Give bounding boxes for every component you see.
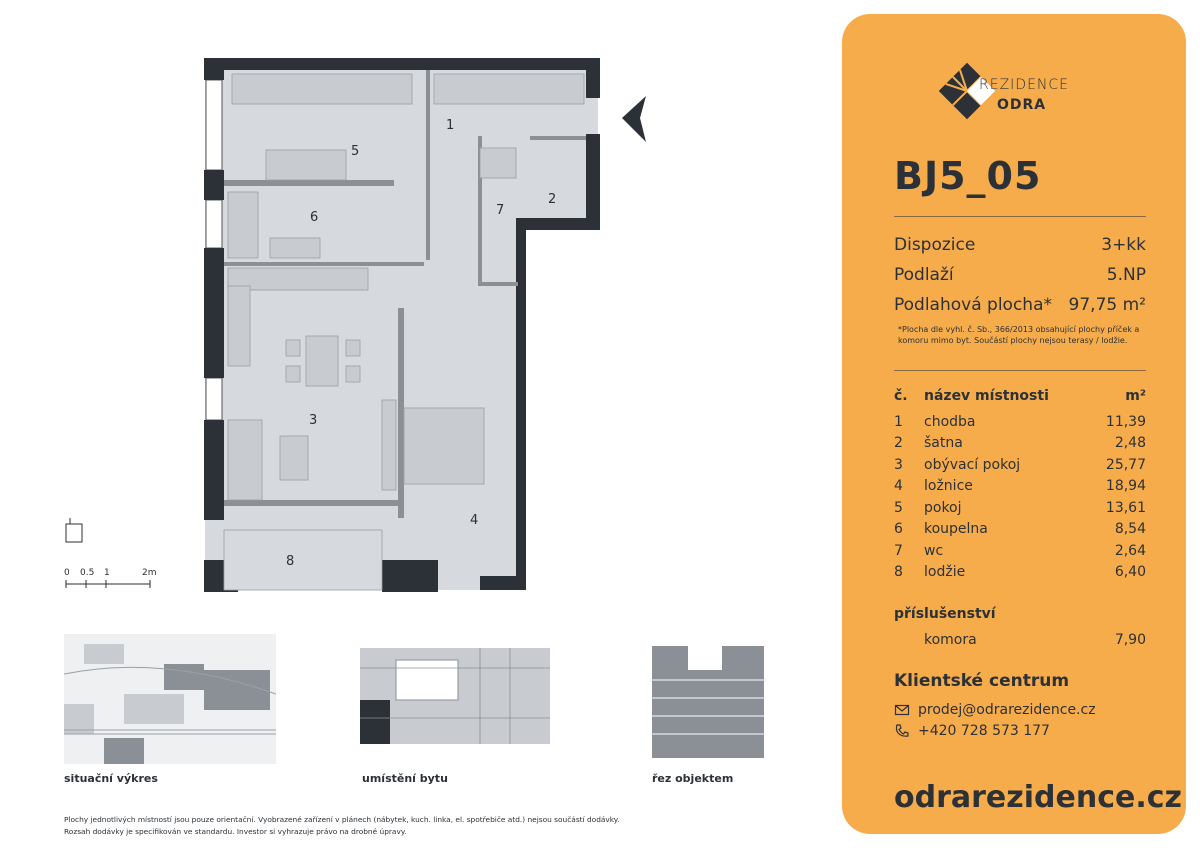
table-row	[894, 521, 1146, 539]
col-num: č.	[894, 388, 908, 404]
spec-plocha	[894, 295, 1146, 317]
room-name: koupelna	[924, 521, 988, 537]
site-plan-caption: situační výkres	[64, 772, 158, 785]
section-thumbnail	[652, 646, 764, 758]
room-label-1: 1	[446, 118, 455, 133]
phone-icon	[894, 723, 910, 739]
room-name: chodba	[924, 414, 976, 430]
unit-location-caption: umístění bytu	[362, 772, 448, 785]
room-num: 8	[894, 564, 903, 580]
table-row	[894, 414, 1146, 432]
contact-title: Klientské centrum	[894, 671, 1070, 691]
room-label-3: 3	[309, 413, 318, 428]
room-label-4: 4	[470, 513, 479, 528]
spec-podlazi	[894, 265, 1146, 287]
logo-text-odra: ODRA	[997, 97, 1047, 113]
room-label-2: 2	[548, 192, 557, 207]
accessory-row	[894, 632, 1146, 650]
spec-value: 5.NP	[1106, 265, 1146, 285]
room-num: 7	[894, 543, 903, 559]
table-row	[894, 435, 1146, 453]
accessory-area: 7,90	[1114, 632, 1146, 648]
site-plan-thumbnail	[64, 634, 276, 764]
scale-bar-labels	[64, 568, 174, 580]
room-name: obývací pokoj	[924, 457, 1021, 473]
room-area: 2,48	[1114, 435, 1146, 451]
section-caption: řez objektem	[652, 772, 734, 785]
spec-value: 3+kk	[1101, 235, 1146, 255]
scale-label: 2m	[142, 568, 157, 578]
col-name: název místnosti	[924, 388, 1049, 404]
table-row	[894, 457, 1146, 475]
logo-text-rezidence: REZIDENCE	[979, 77, 1070, 93]
room-area: 6,40	[1114, 564, 1146, 580]
room-area: 25,77	[1105, 457, 1146, 473]
room-name: wc	[924, 543, 944, 559]
table-row	[894, 478, 1146, 496]
divider	[894, 370, 1146, 371]
table-row	[894, 500, 1146, 518]
room-area: 11,39	[1105, 414, 1146, 430]
info-panel	[842, 14, 1186, 834]
mail-icon	[894, 702, 910, 718]
scale-label: 0.5	[80, 568, 95, 578]
contact-phone[interactable]	[894, 723, 1154, 741]
room-label-6: 6	[310, 210, 319, 225]
divider	[894, 216, 1146, 217]
room-area: 18,94	[1105, 478, 1146, 494]
spec-label: Podlaží	[894, 265, 954, 285]
accessories-title: příslušenství	[894, 606, 996, 622]
scale-label: 1	[104, 568, 110, 578]
email-link[interactable]: prodej@odrarezidence.cz	[918, 702, 1096, 718]
contact-email[interactable]	[894, 702, 1154, 720]
room-label-7: 7	[496, 203, 505, 218]
unit-location-thumbnail	[360, 648, 550, 744]
room-num: 1	[894, 414, 903, 430]
spec-label: Podlahová plocha*	[894, 295, 1052, 315]
unit-code: BJ5_05	[894, 154, 1042, 198]
spec-value: 97,75 m²	[1068, 295, 1146, 315]
room-num: 4	[894, 478, 903, 494]
spec-dispozice	[894, 235, 1146, 257]
rooms-table-header	[894, 388, 1146, 406]
spec-label: Dispozice	[894, 235, 976, 255]
room-area: 8,54	[1114, 521, 1146, 537]
room-num: 2	[894, 435, 903, 451]
accessory-name: komora	[924, 632, 977, 648]
room-num: 6	[894, 521, 903, 537]
room-label-8: 8	[286, 554, 295, 569]
disclaimer-text: Plochy jednotlivých místností jsou pouze orientační. Vyobrazené zařízení v plánech (nábytek, kuch. linka, el. spotřebiče atd.) nejsou součástí dodávky. Rozsah dodávky je specifikován ve standardu. Investor si vyhrazuje právo na drobné úpravy.	[64, 815, 620, 836]
phone-link[interactable]: +420 728 573 177	[918, 723, 1050, 739]
room-name: šatna	[924, 435, 963, 451]
room-num: 5	[894, 500, 903, 516]
room-area: 13,61	[1105, 500, 1146, 516]
room-name: ložnice	[924, 478, 973, 494]
area-note: *Plocha dle vyhl. č. Sb., 366/2013 obsahující plochy příček a komoru mimo byt. Součástí plochy nejsou terasy / lodžie.	[898, 325, 1140, 345]
col-area: m²	[1125, 388, 1146, 404]
table-row	[894, 543, 1146, 561]
table-row	[894, 564, 1146, 582]
room-name: lodžie	[924, 564, 966, 580]
room-area: 2,64	[1114, 543, 1146, 559]
room-name: pokoj	[924, 500, 962, 516]
scale-label: 0	[64, 568, 70, 578]
room-label-5: 5	[351, 144, 360, 159]
website-link[interactable]: odrarezidence.cz	[894, 780, 1182, 815]
room-num: 3	[894, 457, 903, 473]
